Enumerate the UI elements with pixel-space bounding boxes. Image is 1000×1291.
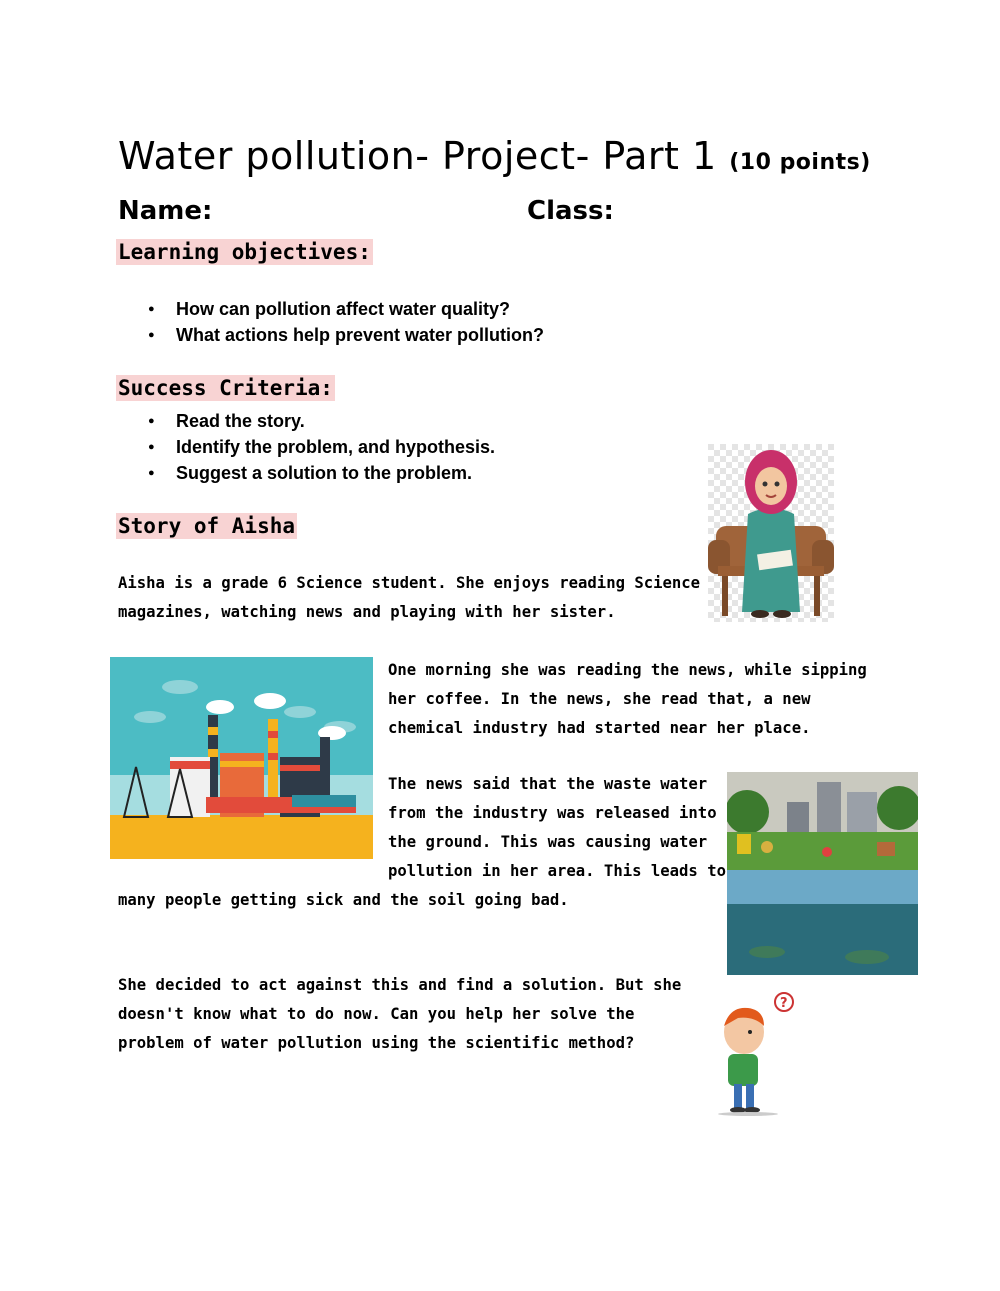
thinking-boy-illustration: [714, 992, 798, 1116]
svg-text:?: ?: [780, 996, 788, 1011]
name-label: Name:: [118, 196, 213, 226]
story-paragraph-3: The news said that the waste water from the industry was released into the ground. This was causing water pollution in her area. This leads to many people getting sick and the soil going bad.: [118, 775, 726, 909]
learning-objectives-heading: Learning objectives:: [118, 240, 371, 264]
title-text: Water pollution- Project- Part 1: [118, 134, 717, 178]
list-item: ● How can pollution affect water quality?: [118, 296, 544, 322]
title-points: (10 points): [729, 150, 871, 175]
list-item: ● What actions help prevent water pollution?: [118, 322, 544, 348]
class-label: Class:: [527, 196, 614, 226]
list-item: ● Suggest a solution to the problem.: [118, 460, 495, 486]
story-heading: Story of Aisha: [118, 514, 296, 538]
success-criteria-list: [118, 408, 495, 486]
page-title: [118, 134, 871, 178]
polluted-river-illustration: [727, 772, 918, 975]
list-item: ● Read the story.: [118, 408, 495, 434]
list-item: ● Identify the problem, and hypothesis.: [118, 434, 495, 460]
factory-illustration: [110, 657, 373, 859]
girl-reading-illustration: [708, 444, 834, 622]
story-paragraph-1: Aisha is a grade 6 Science student. She enjoys reading Science magazines, watching news and playing with her sister.: [118, 574, 701, 621]
story-paragraph-4: She decided to act against this and find a solution. But she doesn't know what to do now. Can you help her solve the problem of water pollution using the scientific method?: [118, 976, 682, 1052]
learning-objectives-list: [118, 296, 544, 348]
story-paragraph-2: One morning she was reading the news, while sipping her coffee. In the news, she read that, a new chemical industry had started near her place.: [388, 661, 867, 737]
success-criteria-heading: Success Criteria:: [118, 376, 333, 400]
